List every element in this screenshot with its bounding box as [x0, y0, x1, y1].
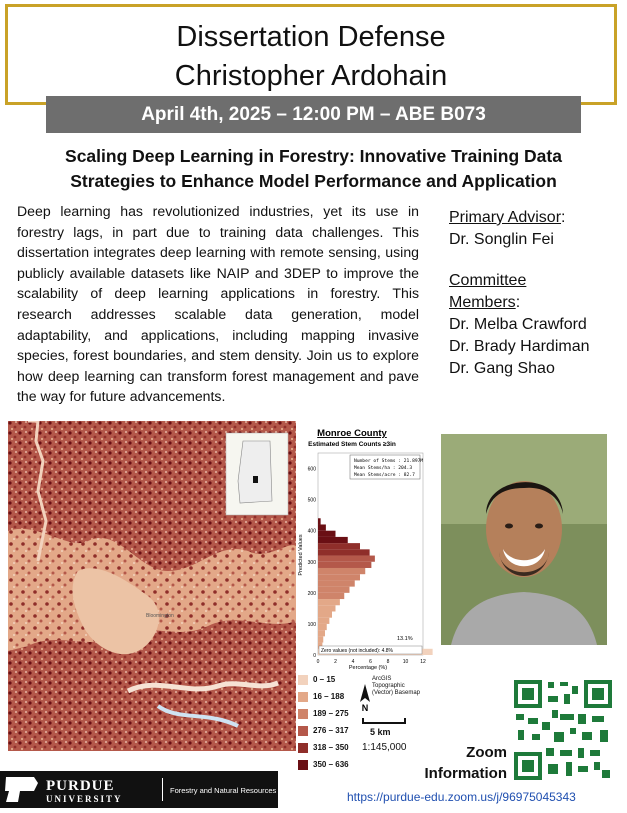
basemap-note: ArcGIS Topographic (Vector) Basemap	[372, 676, 421, 696]
histogram-bar	[318, 630, 325, 636]
x-tick-label: 10	[402, 659, 409, 665]
place-label: Bloomington	[146, 613, 174, 619]
legend-swatch	[298, 743, 308, 753]
histogram-svg	[290, 425, 438, 670]
logo-word-purdue: PURDUE	[46, 778, 115, 794]
histogram-bar	[318, 531, 336, 537]
histogram-bar	[318, 568, 365, 574]
logo-word-university: UNIVERSITY	[46, 794, 123, 804]
histogram-bar	[318, 587, 350, 593]
map-title: Monroe County	[317, 428, 387, 439]
histogram-bar	[318, 524, 326, 530]
zoom-label-line-2: Information	[424, 765, 507, 782]
presenter-name: Christopher Ardohain	[174, 60, 448, 92]
x-tick-label: 4	[351, 659, 355, 665]
x-tick-label: 2	[334, 659, 337, 665]
zoom-label-line-1: Zoom	[466, 744, 507, 761]
legend-swatch	[298, 726, 308, 736]
stats-mean-per-acre: Mean Stems/acre : 82.7	[354, 473, 415, 478]
zoom-information-label	[405, 742, 507, 784]
legend-swatch	[298, 692, 308, 702]
committee-member: Dr. Brady Hardiman	[449, 338, 590, 355]
scale-ratio: 1:145,000	[362, 742, 407, 753]
x-tick-label: 6	[369, 659, 372, 665]
legend-item	[298, 723, 433, 740]
talk-title	[20, 144, 607, 194]
legend-label: 16 – 188	[313, 692, 345, 701]
y-tick-label: 500	[307, 497, 316, 504]
north-arrow-icon	[358, 684, 372, 712]
committee-heading-1: Committee	[449, 272, 527, 289]
y-tick-label: 200	[307, 590, 316, 597]
stats-number-of-stems: Number of Stems : 21.897M	[354, 459, 424, 464]
north-label: N	[361, 703, 369, 712]
low-bin-annotation: 13.1%	[397, 636, 413, 642]
legend-label: 0 – 15	[313, 675, 336, 684]
x-tick-label: 12	[420, 659, 426, 665]
histogram-bar	[318, 624, 327, 630]
legend-label: 350 – 636	[313, 760, 349, 769]
legend-label: 276 – 317	[313, 726, 349, 735]
stem-density-map	[8, 421, 296, 751]
y-tick-label: 0	[313, 653, 316, 659]
advisor-heading: Primary Advisor	[449, 209, 562, 226]
x-axis-label: Percentage (%)	[348, 665, 388, 670]
committee-heading-2: Members	[449, 294, 516, 311]
x-tick-label: 8	[386, 659, 390, 665]
presenter-photo	[441, 434, 607, 645]
qr-code-graphic	[512, 678, 614, 782]
y-tick-label: 100	[307, 621, 316, 628]
histogram-bar	[318, 636, 323, 642]
talk-title-line-2: Strategies to Enhance Model Performance and Application	[70, 171, 557, 191]
zero-values-note: Zero values (not included): 4.8%	[321, 648, 393, 654]
histogram-bar	[318, 593, 344, 599]
histogram-bar	[318, 574, 360, 580]
advisor-name: Dr. Songlin Fei	[449, 231, 554, 248]
histogram-bar	[318, 618, 329, 624]
y-tick-label: 400	[307, 528, 316, 535]
legend-label: 189 – 275	[313, 709, 349, 718]
legend-label: 318 – 350	[313, 743, 349, 752]
map-raster	[8, 421, 296, 751]
stem-count-histogram	[290, 425, 438, 670]
zoom-qr-code[interactable]	[512, 678, 614, 782]
histogram-bar	[318, 556, 375, 562]
legend-swatch	[298, 760, 308, 770]
talk-title-line-1: Scaling Deep Learning in Forestry: Innovative Training Data	[65, 146, 562, 166]
y-tick-label: 300	[307, 559, 316, 566]
department-name: Forestry and Natural Resources	[170, 786, 277, 795]
legend-swatch	[298, 709, 308, 719]
scale-label: 5 km	[370, 727, 391, 737]
zoom-link[interactable]: https://purdue-edu.zoom.us/j/96975045343	[347, 790, 576, 804]
committee-member: Dr. Gang Shao	[449, 360, 555, 377]
histogram-bar	[318, 518, 321, 524]
histogram-bar	[318, 537, 348, 543]
event-title: Dissertation Defense	[176, 21, 446, 53]
histogram-bar	[318, 605, 336, 611]
y-axis-label: Predicted Values	[298, 534, 304, 576]
purdue-logo	[0, 771, 278, 808]
histogram-bar	[318, 580, 355, 586]
map-subtitle: Estimated Stem Counts ≥3in	[308, 441, 396, 448]
date-time-location-bar: April 4th, 2025 – 12:00 PM – ABE B073	[46, 96, 581, 133]
committee-member: Dr. Melba Crawford	[449, 316, 587, 333]
histogram-bar	[318, 599, 340, 605]
legend-swatch	[298, 675, 308, 685]
stats-mean-per-ha: Mean Stems/ha : 204.3	[354, 466, 413, 471]
advisor-committee-block: Primary Advisor: Dr. Songlin Fei Committee Members: Dr. Melba Crawford Dr. Brady Hardiman Dr. Gang Shao	[449, 207, 624, 380]
abstract-text: Deep learning has revolutionized industries, yet its use in forestry lags, in part due to training data challenges. This dissertation integrates deep learning with remote sensing, using publicly available datasets like NAIP and 3DEP to improve the scalability of deep learning applications in forestry. This research addresses scalable data generation, model adaptability, and applications, including mapping invasive species, forest boundaries, and stem density. Join us to explore how deep learning can transform forest management and pave the way for future advancements.	[17, 203, 419, 405]
purdue-footer-logo	[0, 771, 278, 808]
histogram-bar	[318, 562, 371, 568]
histogram-bar	[318, 611, 332, 617]
histogram-bar	[318, 543, 360, 549]
scale-bar	[362, 718, 406, 724]
title-box	[5, 4, 617, 105]
y-tick-label: 600	[307, 466, 316, 473]
x-tick-label: 0	[316, 659, 320, 665]
histogram-bar	[318, 549, 370, 555]
portrait-illustration	[441, 434, 607, 645]
